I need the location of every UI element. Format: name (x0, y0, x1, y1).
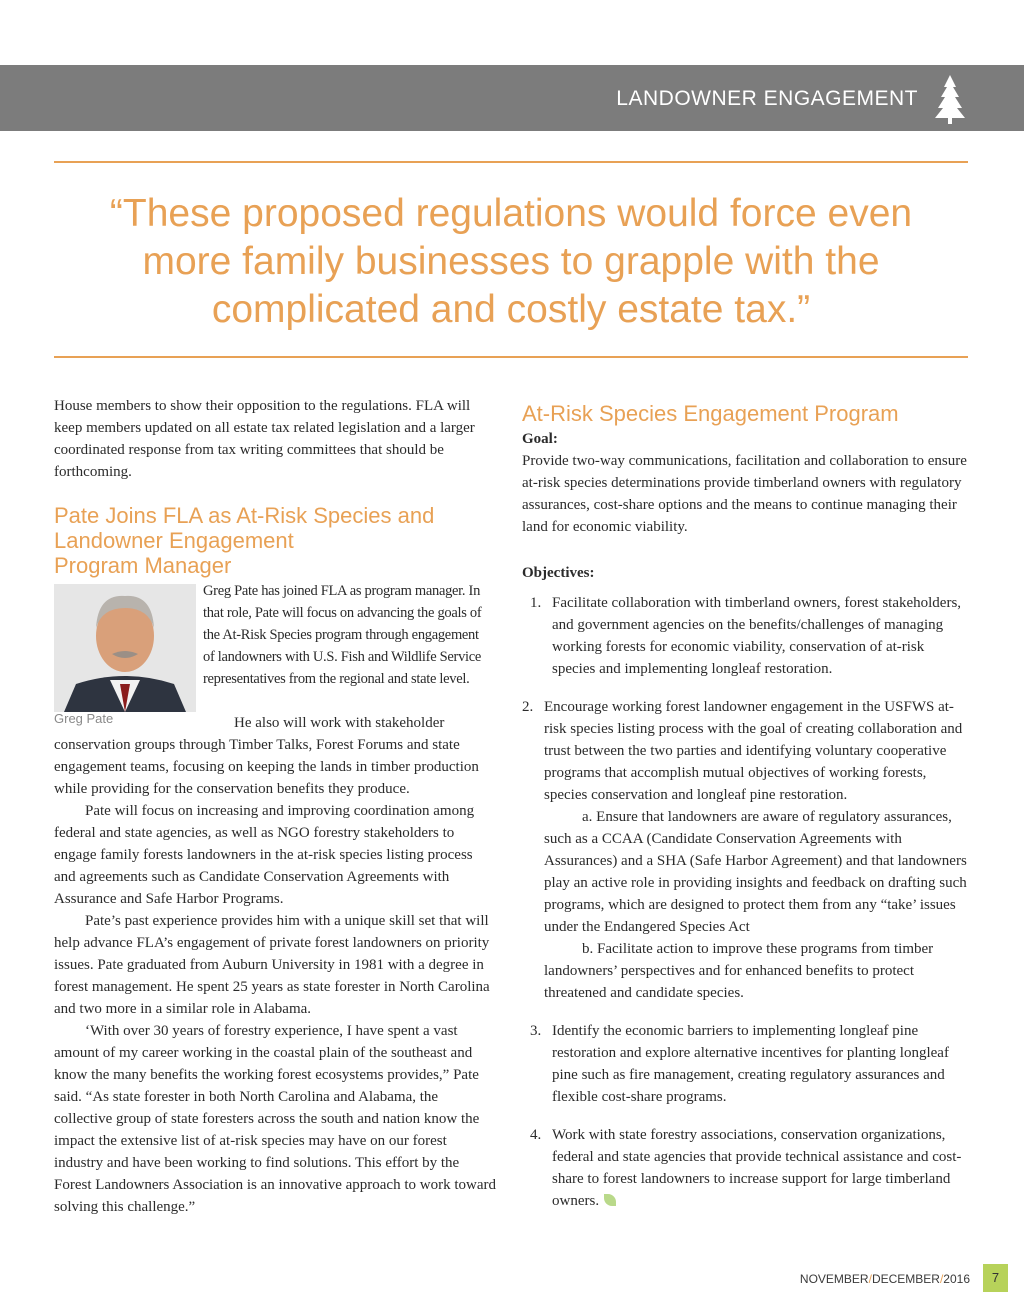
portrait-illustration (54, 584, 196, 712)
issue-slash: / (939, 1272, 944, 1286)
body-paragraph: Pate’s past experience provides him with a unique skill set that will help advance FLA’s engagement of private forest landowners on priority issues. Pate graduated from Auburn University in 1981 with a degree in forest management. He spent 25 years as state forester in North Carolina and two more in a similar role in Alabama. (54, 913, 490, 1017)
issue-date (800, 1272, 970, 1286)
pull-quote-top-rule (54, 161, 968, 163)
body-paragraph: Pate will focus on increasing and improving coordination among federal and state agencies, as well as NGO forestry stakeholders to engage family forests landowners in the at-risk species listing process and agreements such as Candidate Conservation Agreements with Assurance and Safe Harbor Programs. (54, 803, 475, 907)
left-column-body (54, 712, 498, 1218)
objective-number: 3. (530, 1023, 542, 1039)
program-heading: At-Risk Species Engagement Program (522, 401, 899, 426)
objective-item (522, 1124, 970, 1212)
article-heading (54, 503, 494, 578)
pull-quote-bottom-rule (54, 356, 968, 358)
objective-sub-a: a. Ensure that landowners are aware of regulatory assurances, such as a CCAA (Candidate Conservation Agreements with Assurances) and a SHA (Safe Harbor Agreement) and that landowners play an active role in providing insights and feedback on drafting such programs, which are designed to protect them from any “take’ issues under the Endangered Species Act (544, 809, 967, 935)
issue-slash: / (868, 1272, 872, 1286)
page-number: 7 (983, 1264, 1008, 1292)
section-banner (0, 65, 1024, 131)
pine-tree-icon (931, 73, 969, 125)
objective-item (522, 592, 970, 680)
pull-quote-line: “These proposed regulations would force even (109, 192, 913, 235)
objective-text: Identify the economic barriers to implementing longleaf pine restoration and explore alternative incentives for planting longleaf pine such as fire management, creating regulatory assurances and flexible cost-share programs. (552, 1023, 949, 1105)
greg-pate-photo (54, 584, 196, 712)
photo-caption: Greg Pate (54, 711, 114, 726)
objective-text: Encourage working forest landowner engagement in the USFWS at-risk species listing process with the goal of creating collaboration and trust between the two parties and identifying voluntary cooperative programs that accomplish mutual objectives of working forests, species conservation and longleaf pine restoration. (544, 699, 963, 803)
article-heading-block (54, 503, 494, 578)
body-paragraph: ‘With over 30 years of forestry experience, I have spent a vast amount of my career working in the coastal plain of the southeast and know the many benefits the working forest ecosystems provides,” Pate said. “As state forester in both North Carolina and Alabama, the collective group of state foresters across the south and nation know the impact the extensive list of at-risk species may have on our forest industry and have been working to find solutions. This effort by the Forest Landowners Association is an innovative approach to work toward solving this challenge.” (54, 1023, 496, 1215)
objective-number: 2. (522, 699, 534, 715)
objectives-list (522, 592, 970, 1212)
intro-paragraph: House members to show their opposition to the regulations. FLA will keep members updated on all estate tax related legislation and a larger coordinated response from tax writing committees that should be forthcoming. (54, 398, 475, 480)
article-heading-line: Landowner Engagement (54, 528, 294, 553)
section-title: LANDOWNER ENGAGEMENT (616, 87, 918, 110)
goal-text: Provide two-way communications, facilitation and collaboration to ensure at-risk species determinations provide timberland owners with regulatory assurances, cost-share options and the means to continue managing their land for economic viability. (522, 453, 967, 535)
objective-text: Work with state forestry associations, conservation organizations, federal and state agencies that provide technical assistance and cost-share to forest landowners to increase support for large timberland owners. (552, 1127, 962, 1209)
objective-item (522, 696, 970, 1004)
beside-photo-text (203, 580, 485, 690)
article-heading-line: Pate Joins FLA as At-Risk Species and (54, 503, 435, 528)
issue-year: 2016 (943, 1272, 970, 1286)
leaf-end-mark-icon (604, 1194, 616, 1206)
goal-label: Goal: (522, 431, 558, 447)
right-column (522, 400, 970, 1212)
beside-photo-paragraph: Greg Pate has joined FLA as program manager. In that role, Pate will focus on advancing the goals of the At-Risk Species program through engagement of landowners with U.S. Fish and Wildlife Service representatives from the regional and state level. (203, 583, 482, 687)
objective-sub-b: b. Facilitate action to improve these programs from timber landowners’ perspectives and for enhanced benefits to protect threatened and candidate species. (544, 941, 934, 1001)
issue-month-2: DECEMBER (871, 1272, 940, 1286)
objective-item (522, 1020, 970, 1108)
pull-quote (54, 190, 968, 334)
article-heading-line: Program Manager (54, 553, 232, 578)
objective-number: 1. (530, 595, 542, 611)
objective-number: 4. (530, 1127, 542, 1143)
pull-quote-line: complicated and costly estate tax.” (211, 288, 811, 331)
objectives-label: Objectives: (522, 565, 595, 581)
pull-quote-line: more family businesses to grapple with the (142, 240, 880, 283)
left-column-intro (54, 395, 484, 483)
objective-text: Facilitate collaboration with timberland owners, forest stakeholders, and government agencies on the benefits/challenges of managing working forests for economic viability, conservation of at-risk species and implementing longleaf restoration. (552, 595, 962, 677)
body-paragraph: He also will work with stakeholder conservation groups through Timber Talks, Forest Forums and state engagement teams, focusing on keeping the lands in timber production while providing for the conservation benefits they produce. (54, 715, 479, 797)
issue-month-1: NOVEMBER (799, 1272, 869, 1286)
